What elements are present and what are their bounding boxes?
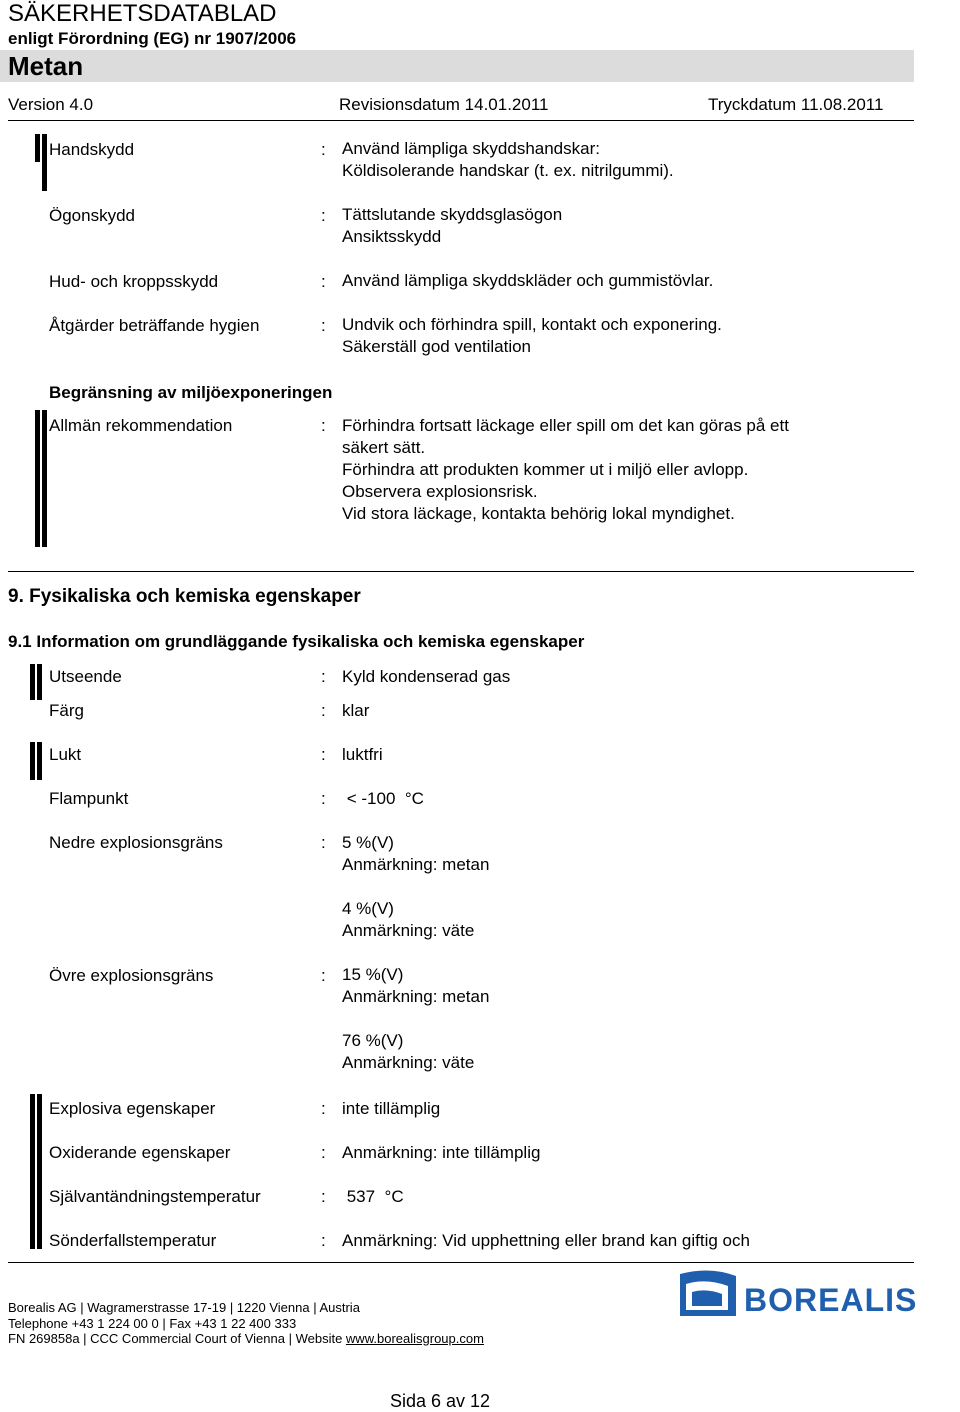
footer-registry-text: FN 269858a | CCC Commercial Court of Vienna | Website bbox=[8, 1331, 346, 1346]
colon: : bbox=[321, 1231, 326, 1250]
print-date: Tryckdatum 11.08.2011 bbox=[708, 95, 884, 114]
colon: : bbox=[321, 206, 326, 225]
env-line-4: Observera explosionsrisk. bbox=[342, 482, 538, 501]
revision-bar bbox=[30, 1094, 35, 1249]
value-sjalvantandning: 537 °C bbox=[342, 1187, 404, 1206]
env-line-2: säkert sätt. bbox=[342, 438, 426, 457]
value-nedre-1: 5 %(V) bbox=[342, 833, 394, 852]
label-explosiva-egenskaper: Explosiva egenskaper bbox=[49, 1099, 216, 1118]
section-9-1-heading: 9.1 Information om grundläggande fysikaliska och kemiska egenskaper bbox=[8, 632, 585, 651]
footer-phone: Telephone +43 1 224 00 0 | Fax +43 1 22 400 333 bbox=[8, 1316, 297, 1331]
section-9-heading: 9. Fysikaliska och kemiska egenskaper bbox=[8, 586, 361, 607]
value-farg: klar bbox=[342, 701, 370, 720]
colon: : bbox=[321, 745, 326, 764]
label-ogonskydd: Ögonskydd bbox=[49, 206, 135, 225]
label-oxiderande-egenskaper: Oxiderande egenskaper bbox=[49, 1143, 231, 1162]
revision-bar bbox=[37, 742, 42, 780]
colon: : bbox=[321, 1099, 326, 1118]
regulation-subtitle: enligt Förordning (EG) nr 1907/2006 bbox=[8, 29, 297, 48]
colon: : bbox=[321, 1143, 326, 1162]
footer-address: Borealis AG | Wagramerstrasse 17-19 | 1220 Vienna | Austria bbox=[8, 1300, 360, 1315]
website-link[interactable]: www.borealisgroup.com bbox=[345, 1331, 484, 1346]
value-explosiva: inte tillämplig bbox=[342, 1099, 441, 1118]
revision-bar bbox=[35, 134, 40, 162]
product-band bbox=[0, 50, 914, 82]
label-hudskydd: Hud- och kroppsskydd bbox=[49, 272, 219, 291]
value-hudskydd: Använd lämpliga skyddskläder och gummistövlar. bbox=[342, 271, 714, 290]
label-sonderfallstemperatur: Sönderfallstemperatur bbox=[49, 1231, 217, 1250]
label-flampunkt: Flampunkt bbox=[49, 789, 129, 808]
value-handskydd-1: Använd lämpliga skyddshandskar: bbox=[342, 139, 600, 158]
label-sjalvantandningstemperatur: Självantändningstemperatur bbox=[49, 1187, 261, 1206]
value-ogonskydd-1: Tättslutande skyddsglasögon bbox=[342, 205, 563, 224]
colon: : bbox=[321, 140, 326, 159]
value-handskydd-2: Köldisolerande handskar (t. ex. nitrilgummi). bbox=[342, 161, 674, 180]
colon: : bbox=[321, 789, 326, 808]
label-farg: Färg bbox=[49, 701, 84, 720]
borealis-logo-text: BOREALIS bbox=[744, 1282, 918, 1318]
header-divider bbox=[8, 120, 914, 121]
value-oxiderande: Anmärkning: inte tillämplig bbox=[342, 1143, 541, 1162]
value-lukt: luktfri bbox=[342, 745, 383, 764]
revision-bar bbox=[42, 410, 47, 547]
version-label: Version 4.0 bbox=[8, 95, 94, 114]
label-nedre-explosionsgrans: Nedre explosionsgräns bbox=[49, 833, 223, 852]
value-nedre-3: 4 %(V) bbox=[342, 899, 394, 918]
product-name: Metan bbox=[8, 51, 84, 81]
label-hygien: Åtgärder beträffande hygien bbox=[49, 316, 260, 335]
value-utseende: Kyld kondenserad gas bbox=[342, 667, 511, 686]
env-line-3: Förhindra att produkten kommer ut i miljö eller avlopp. bbox=[342, 460, 749, 479]
value-sonderfall: Anmärkning: Vid upphettning eller brand kan giftig och bbox=[342, 1231, 750, 1250]
document-title: SÄKERHETSDATABLAD bbox=[8, 0, 277, 27]
revision-date: Revisionsdatum 14.01.2011 bbox=[339, 95, 549, 114]
value-hygien-2: Säkerställ god ventilation bbox=[342, 337, 532, 356]
colon: : bbox=[321, 966, 326, 985]
env-heading: Begränsning av miljöexponeringen bbox=[49, 383, 333, 402]
revision-bar bbox=[37, 1094, 42, 1249]
value-nedre-4: Anmärkning: väte bbox=[342, 921, 475, 940]
label-handskydd: Handskydd bbox=[49, 140, 135, 159]
value-ogonskydd-2: Ansiktsskydd bbox=[342, 227, 442, 246]
colon: : bbox=[321, 833, 326, 852]
value-nedre-2: Anmärkning: metan bbox=[342, 855, 490, 874]
value-flampunkt: < -100 °C bbox=[342, 789, 424, 808]
colon: : bbox=[321, 316, 326, 335]
colon: : bbox=[321, 272, 326, 291]
value-ovre-4: Anmärkning: väte bbox=[342, 1053, 475, 1072]
value-ovre-1: 15 %(V) bbox=[342, 965, 404, 984]
value-ovre-3: 76 %(V) bbox=[342, 1031, 404, 1050]
label-utseende: Utseende bbox=[49, 667, 122, 686]
footer-divider bbox=[8, 1262, 914, 1263]
colon: : bbox=[321, 416, 326, 435]
value-hygien-1: Undvik och förhindra spill, kontakt och exponering. bbox=[342, 315, 722, 334]
section-divider bbox=[8, 571, 914, 572]
footer-registry bbox=[8, 1331, 484, 1346]
revision-bar bbox=[30, 664, 35, 700]
colon: : bbox=[321, 1187, 326, 1206]
label-lukt: Lukt bbox=[49, 745, 82, 764]
colon: : bbox=[321, 701, 326, 720]
revision-bar bbox=[37, 664, 42, 700]
env-line-1: Förhindra fortsatt läckage eller spill om det kan göras på ett bbox=[342, 416, 789, 435]
revision-bar bbox=[30, 742, 35, 780]
page-number: Sida 6 av 12 bbox=[390, 1391, 491, 1411]
label-allman-rekommendation: Allmän rekommendation bbox=[49, 416, 233, 435]
env-line-5: Vid stora läckage, kontakta behörig lokal myndighet. bbox=[342, 504, 735, 523]
revision-bar bbox=[42, 134, 47, 191]
colon: : bbox=[321, 667, 326, 686]
value-ovre-2: Anmärkning: metan bbox=[342, 987, 490, 1006]
revision-bar bbox=[35, 410, 40, 547]
label-ovre-explosionsgrans: Övre explosionsgräns bbox=[49, 966, 214, 985]
